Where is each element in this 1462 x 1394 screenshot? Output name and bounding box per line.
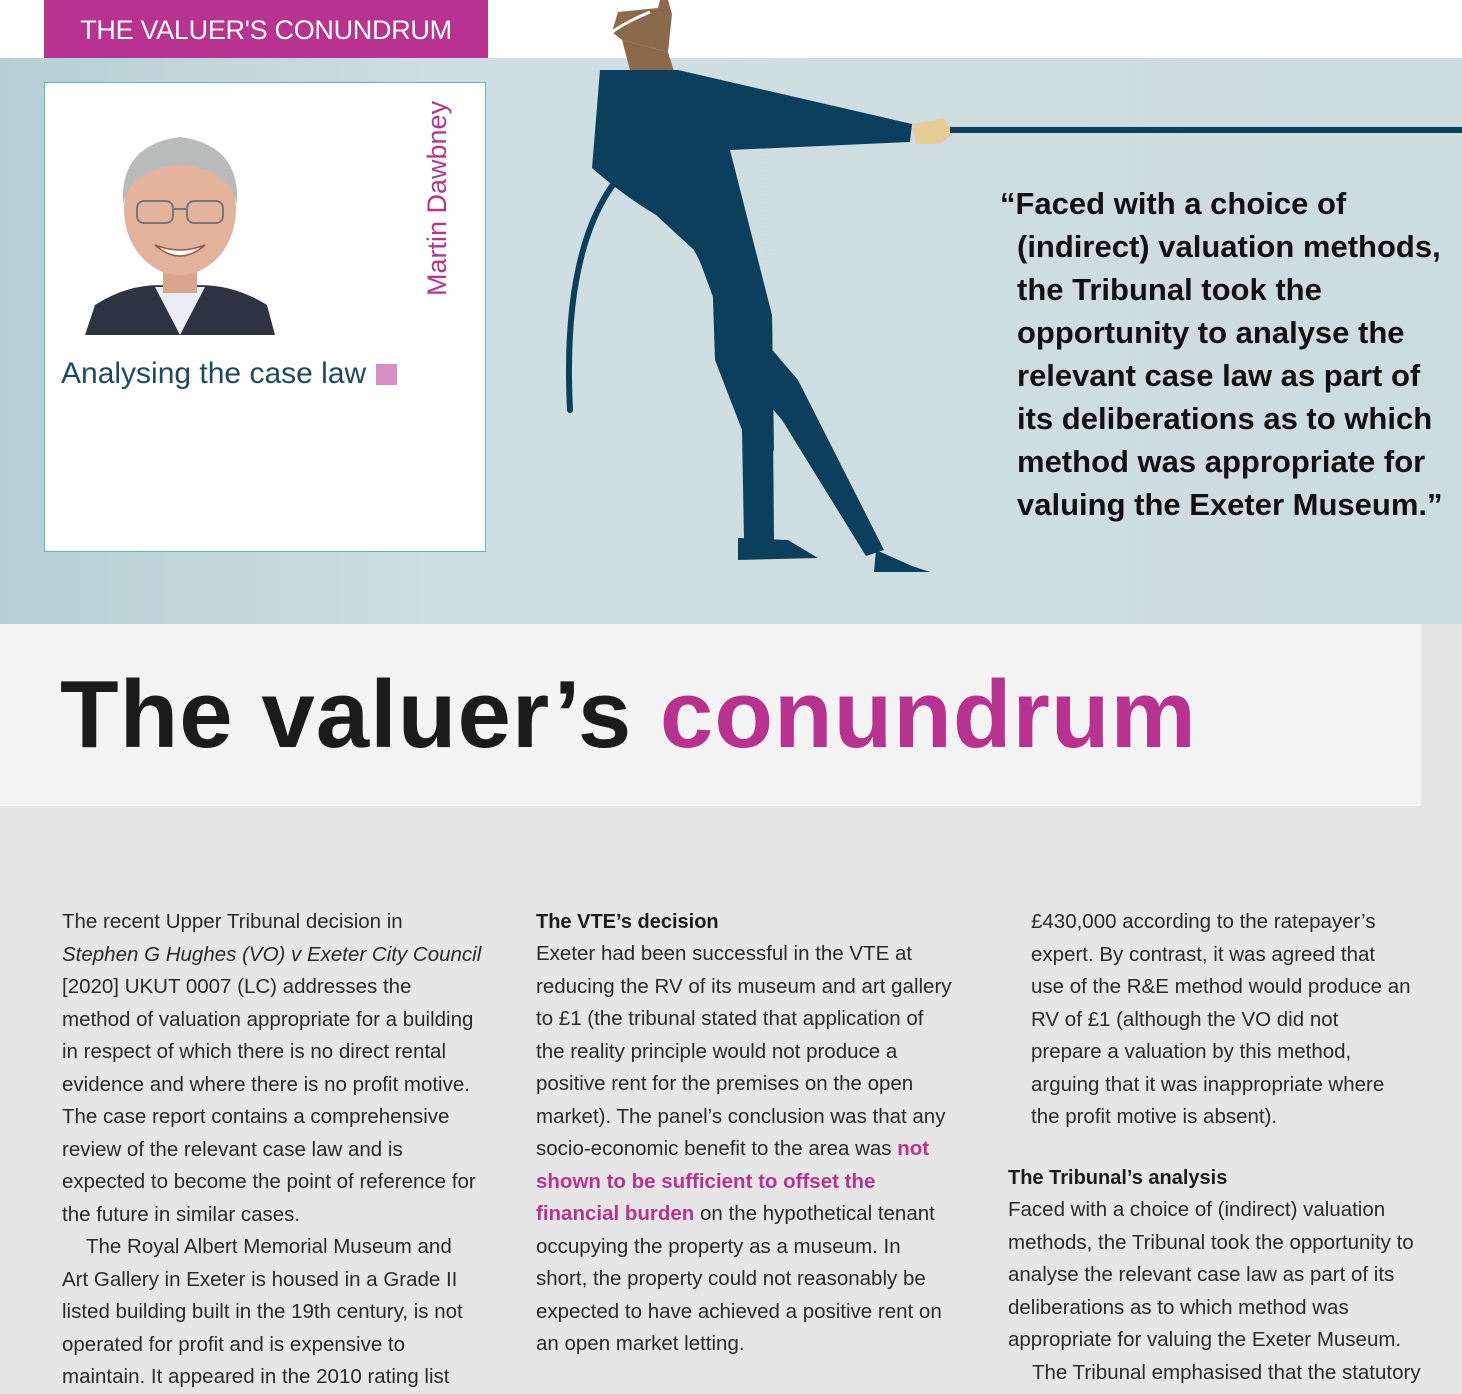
body-paragraph: £430,000 according to the ratepayer’s expert. By contrast, it was agreed that use of the R&E method would produce an RV of £1 (although the VO did not prepare a valuation by this method, arguing that it was inappropriate where the profit motive is absent).: [1031, 910, 1411, 1128]
body-column-1: [62, 906, 482, 1394]
body-paragraph: The Royal Albert Memorial Museum and Art Gallery in Exeter is housed in a Grade II listed building built in the 19th century, is not operated for profit and is expensive to maintain. It appeared in the 2010 rating list: [62, 1235, 463, 1388]
author-card: [44, 82, 486, 552]
body-text: Exeter had been successful in the VTE at reducing the RV of its museum and art gallery to £1 (the tribunal stated that application of the reality principle would not produce a positive rent for the premises on the open market). The panel’s conclusion was that any socio-economic benefit to the area was: [536, 942, 952, 1160]
author-name: Martin Dawbney: [422, 101, 452, 297]
body-paragraph: [536, 938, 956, 1361]
card-subtitle-text: Analysing the case law: [61, 357, 367, 390]
body-column-3-top: [1031, 906, 1411, 1134]
body-paragraph: The Tribunal emphasised that the statutory: [1032, 1360, 1421, 1384]
body-paragraph: [62, 906, 482, 1231]
title-part-1: The valuer’s: [60, 661, 660, 768]
author-card-subtitle: [61, 357, 397, 391]
pink-square-icon: [376, 364, 397, 385]
article-title: [60, 660, 1197, 770]
section-heading: The VTE’s decision: [536, 911, 719, 933]
case-citation: Stephen G Hughes (VO) v Exeter City Council: [62, 942, 482, 966]
body-text: [2020] UKUT 0007 (LC) addresses the method of valuation appropriate for a building in respect of which there is no direct rental evidence and where there is no profit motive. The case report contains a comprehensive review of the relevant case law and is expected to become the point of reference for the future in similar cases.: [62, 975, 476, 1226]
title-part-2: conundrum: [659, 661, 1197, 768]
body-paragraph: Faced with a choice of (indirect) valuation methods, the Tribunal took the opportunity to analyse the relevant case law as part of its deliberations as to which method was appropriate for valuing the Exeter Museum.: [1008, 1198, 1414, 1351]
pull-quote: “Faced with a choice of (indirect) valuation methods, the Tribunal took the opportunity to analyse the relevant case law as part of its deliberations as to which method was appropriate for valuing the Exeter Museum.”: [1000, 186, 1443, 522]
body-text: on the hypothetical tenant occupying the property as a museum. In short, the property could not reasonably be expected to have achieved a positive rent on an open market letting.: [536, 1202, 942, 1355]
body-text: The recent Upper Tribunal decision in: [62, 910, 403, 933]
body-column-3: [1008, 1162, 1428, 1389]
author-portrait: [85, 109, 275, 335]
title-band: [0, 624, 1421, 806]
body-column-2: [536, 906, 956, 1361]
highlighted-text: not shown to be sufficient to offset the financial burden: [536, 1137, 930, 1225]
section-tag: THE VALUER'S CONUNDRUM: [44, 0, 488, 58]
section-heading: The Tribunal’s analysis: [1008, 1167, 1228, 1189]
